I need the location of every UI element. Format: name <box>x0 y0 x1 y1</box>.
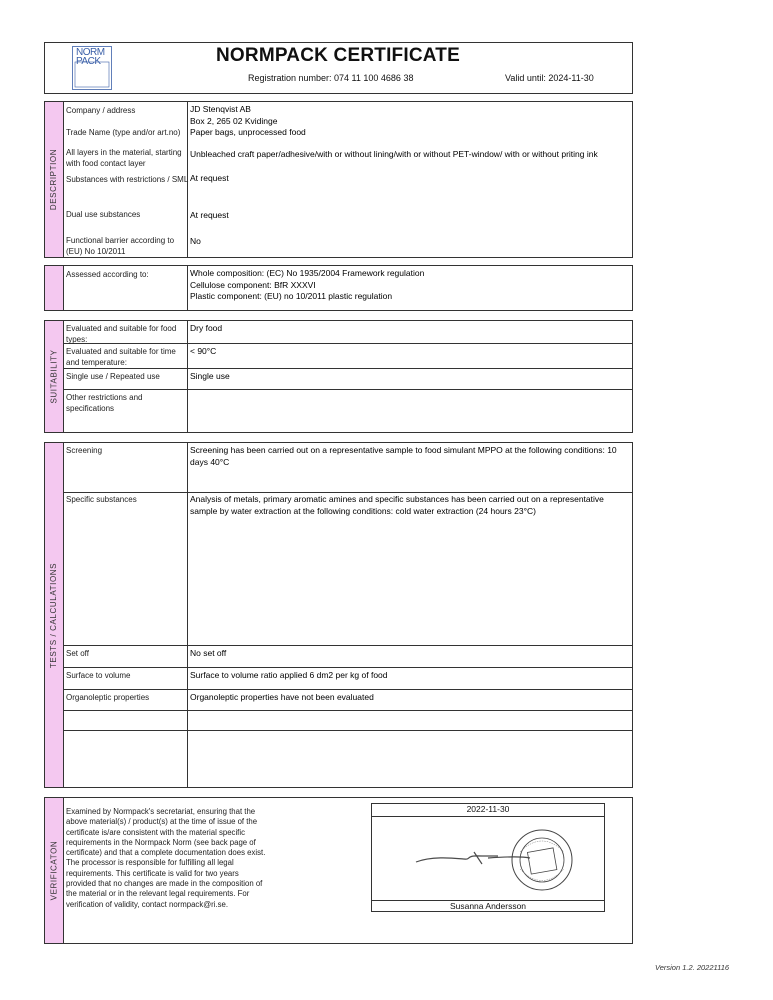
surface-volume-label: Surface to volume <box>66 671 131 680</box>
verification-text: Examined by Normpack's secretariat, ensuring that the above material(s) / product(s) at the time of issue of the certificate is/are consistent with the material specific requirements in the Normpack Norm (see back page of certificate) and that a complete documentation does exist. The processor is responsible for fulfilling all legal requirements. This certificate is valid for two years provided that no changes are made in the composition of the material or in the relevant legal requirements. For verification of validity, contact normpack@ri.se. <box>66 807 266 909</box>
assessed-line-1: Whole composition: (EC) No 1935/2004 Framework regulation <box>190 268 425 278</box>
organoleptic-label: Organoleptic properties <box>66 693 150 702</box>
trade-name-label: Trade Name (type and/or art.no) <box>66 128 181 137</box>
use-label: Single use / Repeated use <box>66 372 160 381</box>
signature-date: 2022-11-30 <box>466 804 510 814</box>
screening-value: Screening has been carried out on a representative sample to food simulant MPPO at the following conditions: 10 days 40°C <box>190 445 617 467</box>
layers-label: All layers in the material, starting with food contact layer <box>66 148 182 168</box>
tests-tab <box>45 443 64 787</box>
logo-line-2: PACK <box>76 56 101 67</box>
valid-until: Valid until: 2024-11-30 <box>505 73 594 83</box>
version-text: Version 1.2. 20221116 <box>655 963 730 972</box>
use-value: Single use <box>190 371 230 381</box>
food-types-value: Dry food <box>190 323 223 333</box>
other-restrictions-value <box>188 391 192 393</box>
layers-value: Unbleached craft paper/adhesive/with or without lining/with or without PET-window/ with or without priting ink <box>190 149 598 159</box>
restrictions-value: At request <box>190 173 229 183</box>
restrictions-label: Substances with restrictions / SML <box>66 175 189 184</box>
assessed-line-3: Plastic component: (EU) no 10/2011 plastic regulation <box>190 291 393 301</box>
barrier-label: Functional barrier according to (EU) No 10/2011 <box>66 236 175 256</box>
dual-use-value: At request <box>190 210 229 220</box>
screening-label: Screening <box>66 446 103 455</box>
tests-section <box>44 442 633 788</box>
assessed-line-2: Cellulose component: BfR XXXVI <box>190 279 316 290</box>
description-section-label: DESCRIPTION <box>49 148 59 211</box>
organoleptic-value: Organoleptic properties have not been evaluated <box>190 692 374 702</box>
company-label: Company / address <box>66 106 136 115</box>
verification-section-label: VERIFICATON <box>49 840 59 901</box>
assessed-label: Assessed according to: <box>66 270 149 279</box>
assessed-tab <box>45 266 64 310</box>
company-name: JD Stenqvist AB <box>190 104 251 114</box>
normpack-logo <box>72 46 112 90</box>
dual-use-label: Dual use substances <box>66 210 141 219</box>
logo-line-1: NORM <box>76 47 105 58</box>
surface-volume-value: Surface to volume ratio applied 6 dm2 per kg of food <box>190 670 388 680</box>
barrier-value: No <box>190 236 201 246</box>
signer-name: Susanna Andersson <box>449 901 527 911</box>
company-value <box>188 103 628 128</box>
specific-substances-value: Analysis of metals, primary aromatic amines and specific substances has been carried out on a representative sample by water extraction at the following conditions: cold water extraction (24 hours 23°C) <box>190 494 604 516</box>
certificate-header <box>44 42 633 94</box>
other-restrictions-label: Other restrictions and specifications <box>66 393 143 413</box>
time-temp-label: Evaluated and suitable for time and temperature: <box>66 347 176 367</box>
suitability-section-label: SUITABILITY <box>49 349 59 404</box>
assessed-value <box>188 267 628 304</box>
suitability-section <box>44 320 633 433</box>
description-section <box>44 101 633 258</box>
set-off-value: No set off <box>190 648 227 658</box>
verification-section <box>44 797 633 944</box>
signature-box <box>371 803 605 912</box>
verification-tab <box>45 798 64 943</box>
assessed-section <box>44 265 633 311</box>
food-types-label: Evaluated and suitable for food types: <box>66 324 177 344</box>
time-temp-value: < 90°C <box>190 346 217 356</box>
company-address: Box 2, 265 02 Kvidinge <box>190 115 278 126</box>
tests-section-label: TESTS / CALCULATIONS <box>49 562 59 668</box>
certificate-title: NORMPACK CERTIFICATE <box>216 45 460 66</box>
trade-name-value: Paper bags, unprocessed food <box>190 127 306 137</box>
signature-and-stamp-icon <box>402 822 582 898</box>
description-tab <box>45 102 64 257</box>
specific-substances-label: Specific substances <box>66 495 137 504</box>
registration-number: Registration number: 074 11 100 4686 38 <box>248 73 414 83</box>
suitability-tab <box>45 321 64 432</box>
set-off-label: Set off <box>66 649 89 658</box>
